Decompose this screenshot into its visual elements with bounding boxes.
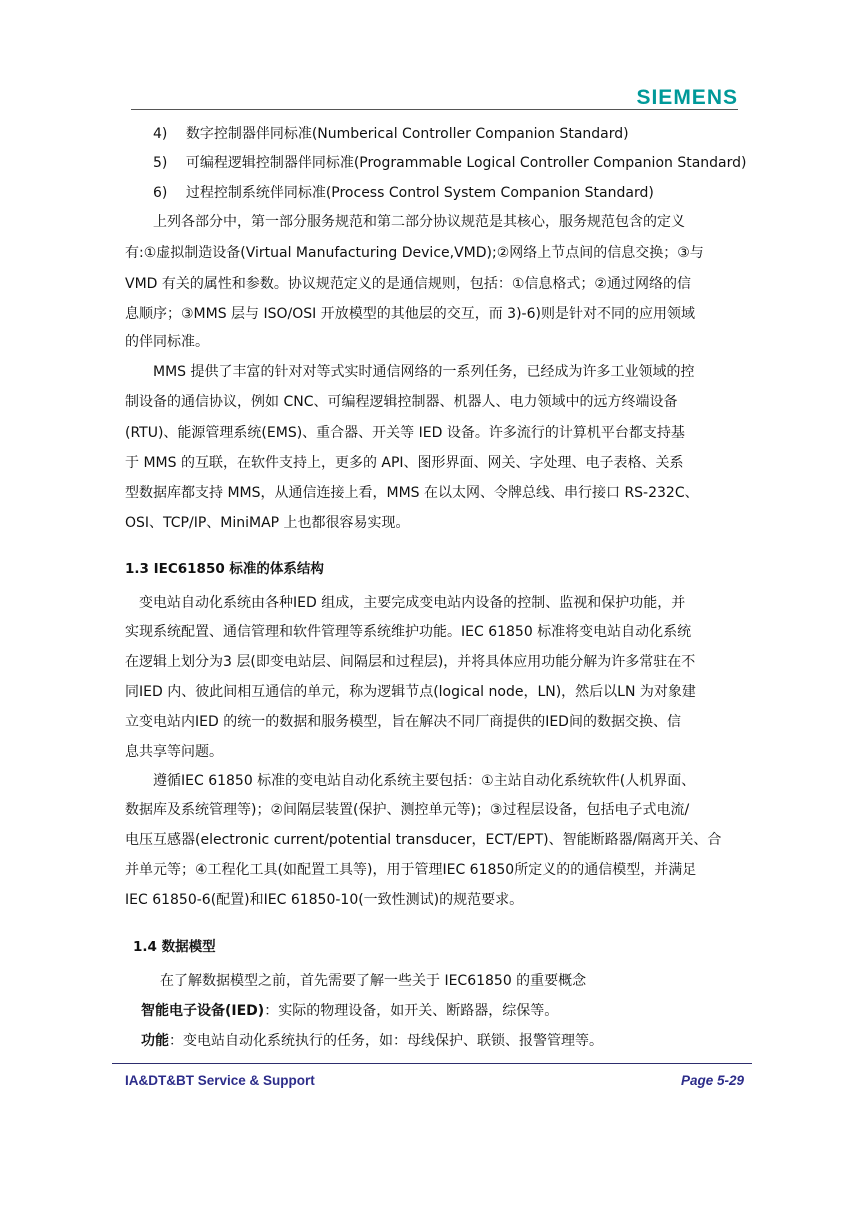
definition-term: 功能	[141, 1033, 169, 1049]
paragraph-line: 同IED 内、彼此间相互通信的单元，称为逻辑节点(logical node，LN)，然后以LN 为对象建	[125, 684, 696, 700]
paragraph-line: 上列各部分中，第一部分服务规范和第二部分协议规范是其核心，服务规范包含的定义	[153, 214, 685, 230]
paragraph-line: 电压互感器(electronic current/potential transducer，ECT/EPT)、智能断路器/隔离开关、合	[125, 832, 722, 848]
paragraph-line: 制设备的通信协议，例如 CNC、可编程逻辑控制器、机器人、电力领域中的远方终端设备	[125, 394, 678, 410]
list-item	[153, 155, 747, 171]
definition-term: 智能电子设备(IED)	[141, 1003, 265, 1019]
paragraph-line: IEC 61850-6(配置)和IEC 61850-10(一致性测试)的规范要求。	[125, 892, 524, 908]
definition-text: ：变电站自动化系统执行的任务，如：母线保护、联锁、报警管理等。	[169, 1033, 603, 1049]
section-heading-1-3: 1.3 IEC61850 标准的体系结构	[125, 561, 324, 577]
paragraph-line: 型数据库都支持 MMS，从通信连接上看，MMS 在以太网、令牌总线、串行接口 RS-232C、	[125, 485, 699, 501]
paragraph-line: 数据库及系统管理等)；②间隔层装置(保护、测控单元等)；③过程层设备，包括电子式电流/	[125, 802, 690, 818]
paragraph-line: 有:①虚拟制造设备(Virtual Manufacturing Device,VMD);②网络上节点间的信息交换；③与	[125, 245, 704, 261]
paragraph-line: 实现系统配置、通信管理和软件管理等系统维护功能。IEC 61850 标准将变电站自动化系统	[125, 624, 692, 640]
list-number: 5)	[153, 155, 168, 171]
paragraph-line: 并单元等；④工程化工具(如配置工具等)，用于管理IEC 61850所定义的的通信模型，并满足	[125, 862, 697, 878]
footer-rule	[112, 1063, 752, 1064]
list-number: 4)	[153, 126, 168, 142]
paragraph-line: 于 MMS 的互联，在软件支持上，更多的 API、图形界面、网关、字处理、电子表格、关系	[125, 455, 684, 471]
section-heading-1-4: 1.4 数据模型	[133, 939, 216, 955]
paragraph-line: 在逻辑上划分为3 层(即变电站层、间隔层和过程层)，并将具体应用功能分解为许多常驻在不	[125, 654, 696, 670]
paragraph-line: 立变电站内IED 的统一的数据和服务模型，旨在解决不同厂商提供的IED间的数据交换、信	[125, 714, 681, 730]
definition-function	[141, 1033, 603, 1049]
paragraph-line: (RTU)、能源管理系统(EMS)、重合器、开关等 IED 设备。许多流行的计算机平台都支持基	[125, 425, 685, 441]
footer-page-number: Page 5-29	[680, 1073, 744, 1088]
list-text: 过程控制系统伴同标准(Process Control System Companion Standard)	[185, 185, 654, 201]
paragraph-line: VMD 有关的属性和参数。协议规范定义的是通信规则，包括：①信息格式；②通过网络的信	[125, 276, 691, 292]
paragraph-line: 息顺序；③MMS 层与 ISO/OSI 开放模型的其他层的交互，而 3)-6)则是针对不同的应用领域	[125, 306, 695, 322]
list-text: 数字控制器伴同标准(Numberical Controller Companion Standard)	[185, 126, 629, 142]
paragraph-line: 遵循IEC 61850 标准的变电站自动化系统主要包括：①主站自动化系统软件(人机界面、	[153, 773, 696, 789]
definition-ied	[141, 1003, 558, 1019]
definition-text: ：实际的物理设备，如开关、断路器，综保等。	[264, 1003, 559, 1019]
list-number: 6)	[153, 185, 168, 201]
list-text: 可编程逻辑控制器伴同标准(Programmable Logical Controller Companion Standard)	[185, 155, 747, 171]
paragraph-intro: 在了解数据模型之前，首先需要了解一些关于 IEC61850 的重要概念	[160, 973, 587, 989]
footer-department: IA&DT&BT Service & Support	[125, 1073, 315, 1088]
paragraph-line: 的伴同标准。	[125, 334, 209, 350]
list-item	[153, 126, 629, 142]
paragraph-line: 息共享等问题。	[125, 744, 223, 760]
list-item	[153, 185, 654, 201]
header-rule	[131, 109, 738, 110]
paragraph-line: MMS 提供了丰富的针对对等式实时通信网络的一系列任务，已经成为许多工业领域的控	[153, 364, 695, 380]
paragraph-line: OSI、TCP/IP、MiniMAP 上也都很容易实现。	[125, 515, 410, 531]
paragraph-line: 变电站自动化系统由各种IED 组成，主要完成变电站内设备的控制、监视和保护功能，并	[139, 595, 686, 611]
siemens-logo: SIEMENS	[636, 86, 738, 109]
